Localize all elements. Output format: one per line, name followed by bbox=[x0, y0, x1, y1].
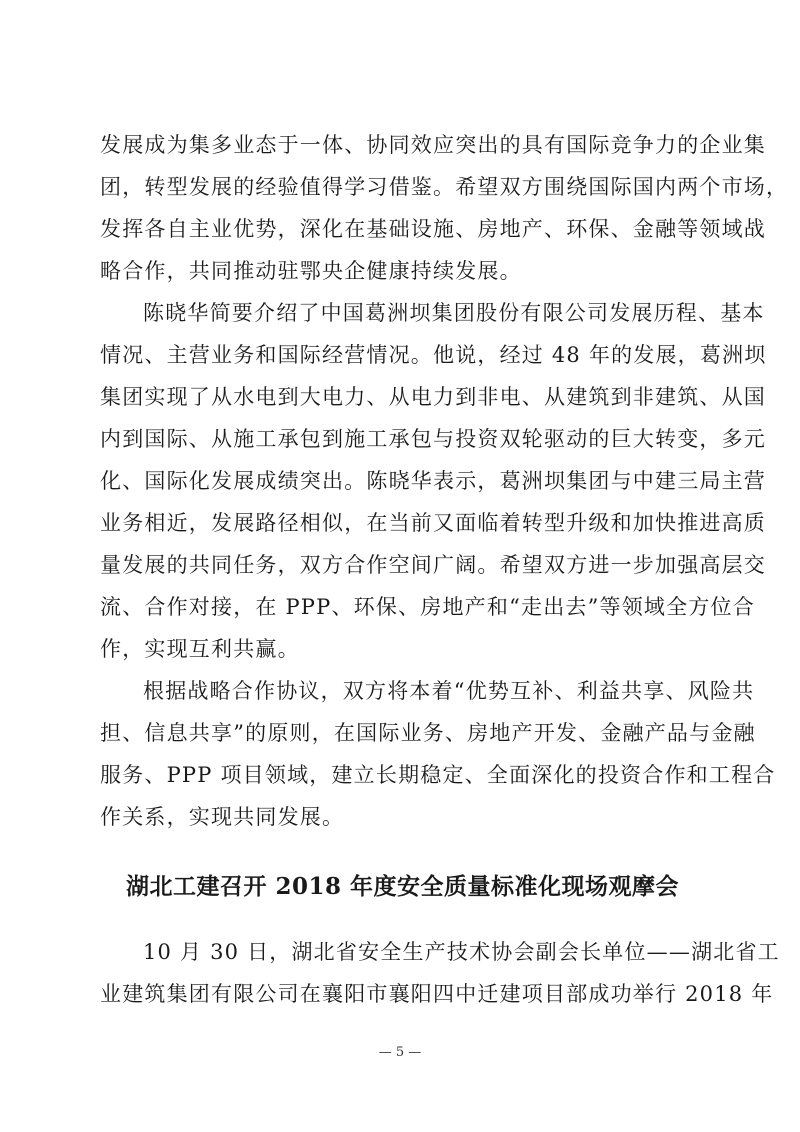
paragraph-2-line: 情况、主营业务和国际经营情况。他说，经过 48 年的发展，葛洲坝 bbox=[100, 343, 767, 367]
paragraph-2-line: 陈晓华简要介绍了中国葛洲坝集团股份有限公司发展历程、基本 bbox=[143, 301, 765, 325]
paragraph-2-line: 作，实现互利共赢。 bbox=[100, 637, 300, 661]
paragraph-2-line: 流、合作对接，在 PPP、环保、房地产和“走出去”等领域全方位合 bbox=[100, 595, 755, 619]
paragraph-1-line: 团，转型发展的经验值得学习借鉴。希望双方围绕国际国内两个市场， bbox=[100, 175, 789, 199]
paragraph-3-line: 根据战略合作协议，双方将本着“优势互补、利益共享、风险共 bbox=[143, 679, 755, 703]
paragraph-3-line: 作关系，实现共同发展。 bbox=[100, 805, 345, 829]
section-heading: 湖北工建召开 2018 年度安全质量标准化现场观摩会 bbox=[125, 873, 680, 900]
paragraph-2-line: 量发展的共同任务，双方合作空间广阔。希望双方进一步加强高层交 bbox=[100, 553, 766, 577]
paragraph-2-line: 化、国际化发展成绩突出。陈晓华表示，葛洲坝集团与中建三局主营 bbox=[100, 469, 766, 493]
paragraph-1-line: 略合作，共同推动驻鄂央企健康持续发展。 bbox=[100, 259, 522, 283]
paragraph-3-line: 担、信息共享”的原则，在国际业务、房地产开发、金融产品与金融 bbox=[100, 721, 756, 745]
paragraph-4-line: 10 月 30 日，湖北省安全生产技术协会副会长单位——湖北省工 bbox=[143, 940, 780, 964]
paragraph-3-line: 服务、PPP 项目领域，建立长期稳定、全面深化的投资合作和工程合 bbox=[100, 763, 776, 787]
paragraph-4-line: 业建筑集团有限公司在襄阳市襄阳四中迁建项目部成功举行 2018 年 bbox=[100, 982, 774, 1006]
paragraph-2-line: 内到国际、从施工承包到施工承包与投资双轮驱动的巨大转变，多元 bbox=[100, 427, 766, 451]
paragraph-1-line: 发展成为集多业态于一体、协同效应突出的具有国际竞争力的企业集 bbox=[100, 133, 766, 157]
paragraph-2-line: 集团实现了从水电到大电力、从电力到非电、从建筑到非建筑、从国 bbox=[100, 385, 766, 409]
paragraph-1-line: 发挥各自主业优势，深化在基础设施、房地产、环保、金融等领域战 bbox=[100, 217, 766, 241]
page-number: — 5 — bbox=[378, 1045, 422, 1060]
paragraph-2-line: 业务相近，发展路径相似，在当前又面临着转型升级和加快推进高质 bbox=[100, 511, 766, 535]
